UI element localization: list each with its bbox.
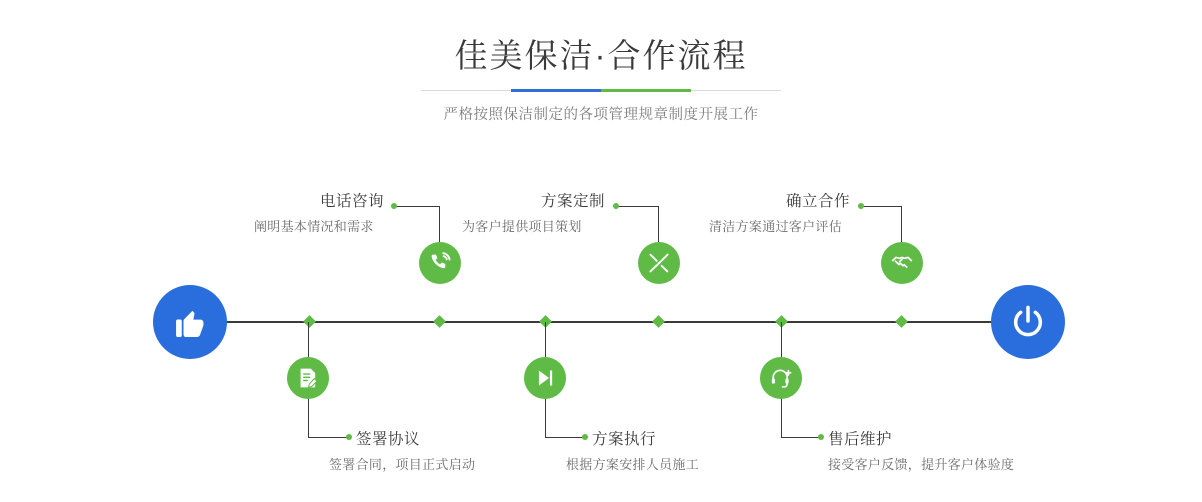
axis-node-marker <box>895 315 908 328</box>
handshake-icon <box>890 251 914 275</box>
step-icon-5 <box>881 242 923 284</box>
step-label-5: 确立合作 <box>786 193 851 210</box>
connector-line <box>308 437 350 438</box>
step-label-4: 方案执行 <box>592 431 657 448</box>
step-label-3: 方案定制 <box>541 193 606 210</box>
step-desc-1: 阐明基本情况和需求 <box>254 219 374 234</box>
connector-line <box>616 206 659 207</box>
connector-line <box>394 206 440 207</box>
connector-dot <box>858 203 864 209</box>
play-next-icon <box>534 367 556 389</box>
connector-line <box>781 437 821 438</box>
connector-dot <box>613 203 619 209</box>
phone-ring-icon <box>428 251 452 275</box>
step-label-1: 电话咨询 <box>320 193 385 210</box>
step-icon-2 <box>287 357 329 399</box>
power-icon <box>1008 302 1048 342</box>
page-subtitle: 严格按照保洁制定的各项管理规章制度开展工作 <box>443 107 759 123</box>
connector-line <box>439 206 440 242</box>
connector-dot <box>391 203 397 209</box>
connector-dot <box>818 434 824 440</box>
step-icon-4 <box>524 357 566 399</box>
timeline-start-node <box>153 285 227 359</box>
step-icon-6 <box>760 357 802 399</box>
connector-line <box>545 437 585 438</box>
page-title: 佳美保洁·合作流程 <box>454 37 748 74</box>
connector-line <box>901 206 902 242</box>
step-desc-4: 根据方案安排人员施工 <box>566 457 700 472</box>
contract-pen-icon <box>296 366 320 390</box>
step-desc-6: 接受客户反馈，提升客户体验度 <box>828 457 1015 472</box>
step-icon-1 <box>419 242 461 284</box>
connector-line <box>861 206 902 207</box>
thumbs-up-icon <box>171 303 209 341</box>
headset-add-icon <box>769 366 793 390</box>
axis-node-marker <box>652 315 665 328</box>
timeline-end-node <box>991 285 1065 359</box>
step-desc-5: 清洁方案通过客户评估 <box>709 219 843 234</box>
axis-node-marker <box>303 315 316 328</box>
connector-dot <box>582 434 588 440</box>
step-label-6: 售后维护 <box>828 431 893 448</box>
step-desc-3: 为客户提供项目策划 <box>462 219 582 234</box>
step-desc-2: 签署合同，项目正式启动 <box>329 457 476 472</box>
tools-icon <box>647 251 671 275</box>
connector-dot <box>346 434 352 440</box>
step-label-2: 签署协议 <box>356 431 421 448</box>
connector-line <box>658 206 659 242</box>
axis-node-marker <box>433 315 446 328</box>
step-icon-3 <box>638 242 680 284</box>
